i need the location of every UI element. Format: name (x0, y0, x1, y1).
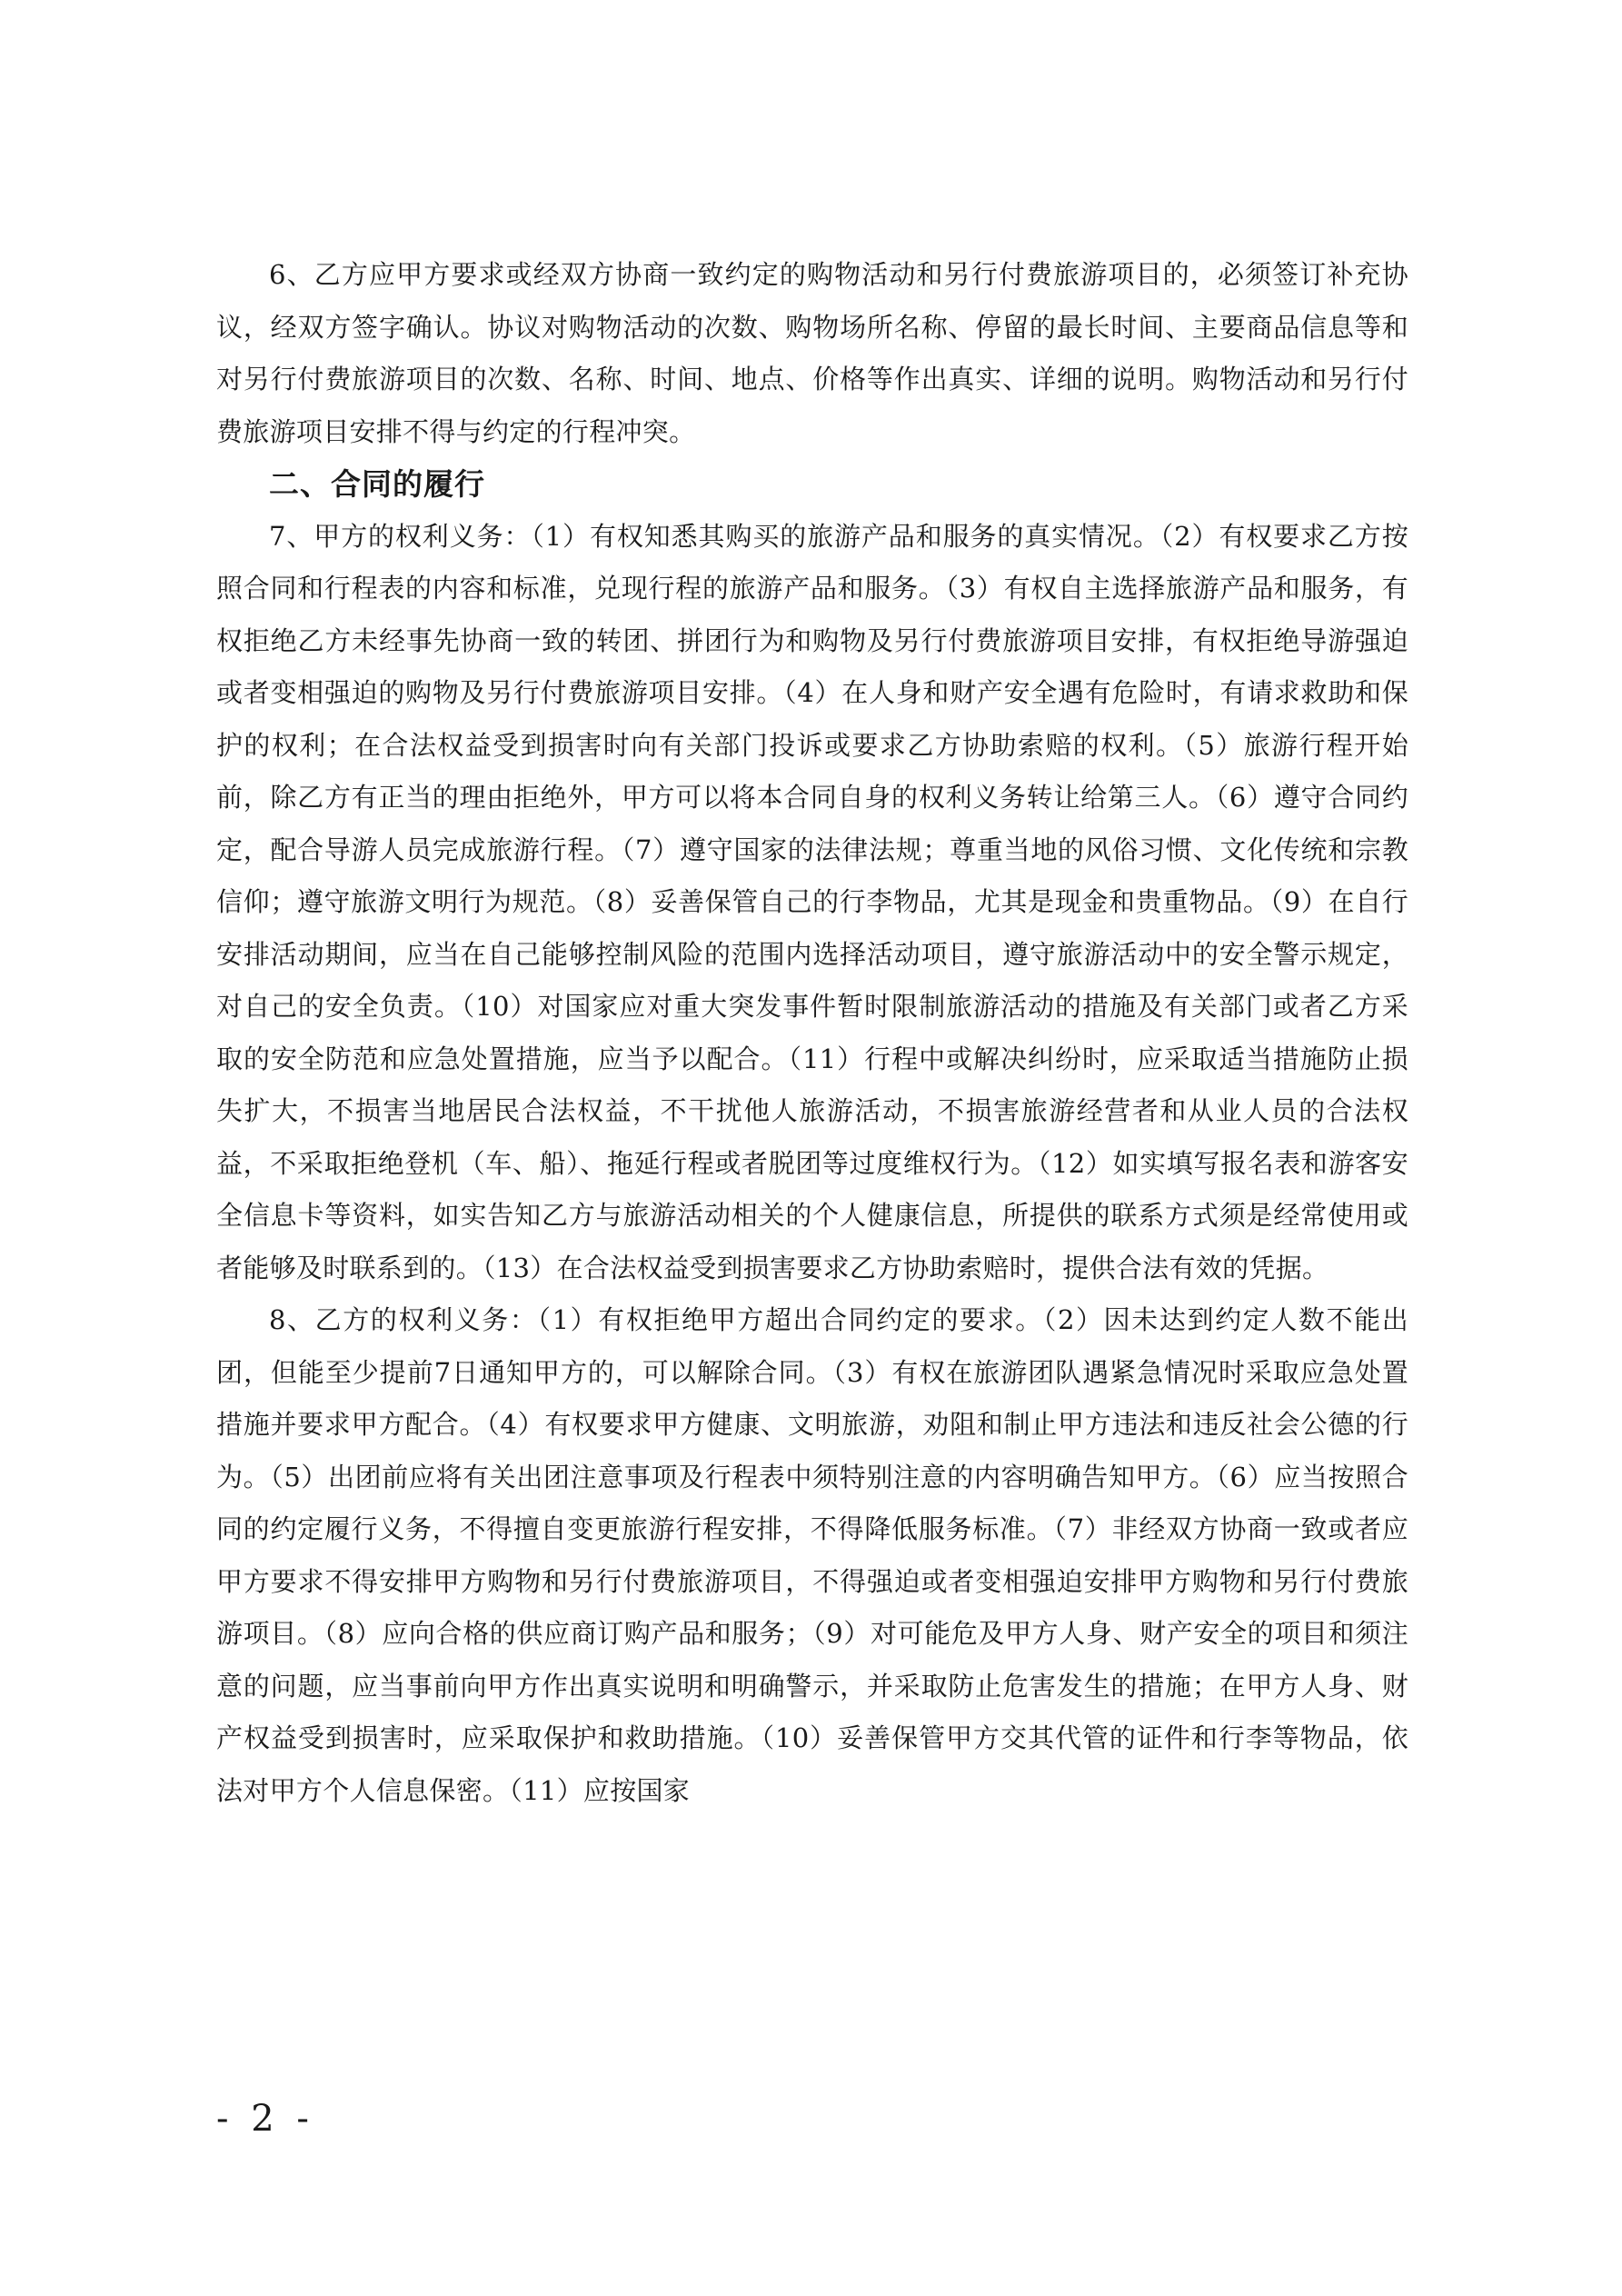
document-body (216, 249, 1408, 1817)
paragraph-8: 8、乙方的权利义务：（1）有权拒绝甲方超出合同约定的要求。（2）因未达到约定人数不能出团，但能至少提前7日通知甲方的，可以解除合同。（3）有权在旅游团队遇紧急情况时采取应急处置措施并要求甲方配合。（4）有权要求甲方健康、文明旅游，劝阻和制止甲方违法和违反社会公德的行为。（5）出团前应将有关出团注意事项及行程表中须特别注意的内容明确告知甲方。（6）应当按照合同的约定履行义务，不得擅自变更旅游行程安排，不得降低服务标准。（7）非经双方协商一致或者应甲方要求不得安排甲方购物和另行付费旅游项目，不得强迫或者变相强迫安排甲方购物和另行付费旅游项目。（8）应向合格的供应商订购产品和服务；（9）对可能危及甲方人身、财产安全的项目和须注意的问题，应当事前向甲方作出真实说明和明确警示，并采取防止危害发生的措施；在甲方人身、财产权益受到损害时，应采取保护和救助措施。（10）妥善保管甲方交其代管的证件和行李等物品，依法对甲方个人信息保密。（11）应按国家 (216, 1304, 1408, 1806)
paragraph-6: 6、乙方应甲方要求或经双方协商一致约定的购物活动和另行付费旅游项目的，必须签订补充协议，经双方签字确认。协议对购物活动的次数、购物场所名称、停留的最长时间、主要商品信息等和对另行付费旅游项目的次数、名称、时间、地点、价格等作出真实、详细的说明。购物活动和另行付费旅游项目安排不得与约定的行程冲突。 (216, 259, 1408, 447)
paragraph-7: 7、甲方的权利义务：（1）有权知悉其购买的旅游产品和服务的真实情况。（2）有权要求乙方按照合同和行程表的内容和标准，兑现行程的旅游产品和服务。（3）有权自主选择旅游产品和服务，有权拒绝乙方未经事先协商一致的转团、拼团行为和购物及另行付费旅游项目安排，有权拒绝导游强迫或者变相强迫的购物及另行付费旅游项目安排。（4）在人身和财产安全遇有危险时，有请求救助和保护的权利；在合法权益受到损害时向有关部门投诉或要求乙方协助索赔的权利。（5）旅游行程开始前，除乙方有正当的理由拒绝外，甲方可以将本合同自身的权利义务转让给第三人。（6）遵守合同约定，配合导游人员完成旅游行程。（7）遵守国家的法律法规；尊重当地的风俗习惯、文化传统和宗教信仰；遵守旅游文明行为规范。（8）妥善保管自己的行李物品，尤其是现金和贵重物品。（9）在自行安排活动期间，应当在自己能够控制风险的范围内选择活动项目，遵守旅游活动中的安全警示规定，对自己的安全负责。（10）对国家应对重大突发事件暂时限制旅游活动的措施及有关部门或者乙方采取的安全防范和应急处置措施，应当予以配合。（11）行程中或解决纠纷时，应采取适当措施防止损失扩大，不损害当地居民合法权益，不干扰他人旅游活动，不损害旅游经营者和从业人员的合法权益，不采取拒绝登机（车、船）、拖延行程或者脱团等过度维权行为。（12）如实填写报名表和游客安全信息卡等资料，如实告知乙方与旅游活动相关的个人健康信息，所提供的联系方式须是经常使用或者能够及时联系到的。（13）在合法权益受到损害要求乙方协助索赔时，提供合法有效的凭据。 (216, 520, 1408, 1283)
section-heading: 二、合同的履行 (269, 466, 485, 502)
page-number: - 2 - (216, 2098, 314, 2140)
